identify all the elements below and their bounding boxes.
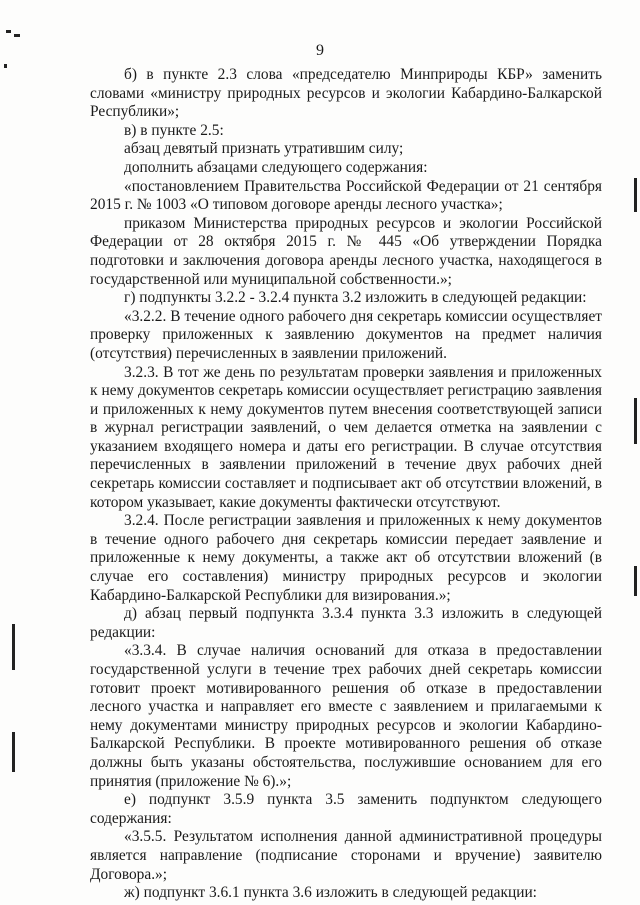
paragraph-e: е) подпункт 3.5.9 пункта 3.5 заменить подпунктом следующего содержания: (90, 791, 602, 827)
paragraph-zh: ж) подпункт 3.6.1 пункта 3.6 изложить в следующей редакции: (124, 884, 537, 902)
scan-mark-left-edge-2 (12, 732, 15, 772)
scan-mark-left (4, 64, 7, 68)
paragraph-b: б) в пункте 2.3 слова «председателю Минприроды КБР» заменить словами «министру природных ресурсов и экологии Кабардино-Балкарской Республики»; (90, 66, 602, 121)
page-number: 9 (316, 42, 324, 59)
scan-mark-right-edge (634, 178, 637, 212)
document-body (90, 66, 602, 903)
paragraph-3-2-2: «3.2.2. В течение одного рабочего дня секретарь комиссии осуществляет проверку приложенных к заявлению документов на предмет наличия (отсутствия) перечисленных в заявлении приложений. (90, 307, 602, 362)
paragraph-3-3-4: «3.3.4. В случае наличия оснований для отказа в предоставлении государственной услуги в течение трех рабочих дней секретарь комиссии готовит проект мотивированного решения об отказе в предоставлении лесного участка и направляет его вместе с заявлением и прилагаемыми к нему документами министру природных ресурсов и экологии Кабардино-Балкарской Республики. В проекте мотивированного решения об отказе должны быть указаны обстоятельства, послужившие основанием для его принятия (приложение № 6).»; (90, 642, 602, 790)
scan-mark-left-edge (12, 624, 15, 670)
paragraph-invalidate: абзац девятый признать утратившим силу; (124, 140, 404, 158)
scan-mark-top-left-2 (14, 34, 20, 37)
scan-mark-top-left (6, 30, 11, 33)
scan-mark-right-edge-3 (634, 566, 637, 596)
paragraph-d: д) абзац первый подпункта 3.3.4 пункта 3.3 изложить в следующей редакции: (90, 605, 602, 641)
paragraph-3-5-5: «3.5.5. Результатом исполнения данной административной процедуры является направление (подписание сторонами и вручение) заявителю Договора.»; (90, 828, 602, 883)
paragraph-3-2-3: 3.2.3. В тот же день по результатам проверки заявления и приложенных к нему документов секретарь комиссии осуществляет регистрацию заявления и приложенных к нему документов путем внесения соответствующей записи в журнал регистрации заявлений, о чем делается отметка на заявлении с указанием входящего номера и даты его регистрации. В случае отсутствия перечисленных в заявлении приложений в течение двух рабочих дней секретарь комиссии составляет и подписывает акт об отсутствии вложений, в котором указывает, какие документы фактически отсутствуют. (90, 363, 602, 511)
paragraph-order: приказом Министерства природных ресурсов и экологии Российской Федерации от 28 октября 2015 г. № 445 «Об утверждении Порядка подготовки и заключения договора аренды лесного участка, находящегося в государственной или муниципальной собственности.»; (90, 214, 602, 288)
paragraph-g: г) подпункты 3.2.2 - 3.2.4 пункта 3.2 изложить в следующей редакции: (124, 289, 587, 307)
paragraph-supplement: дополнить абзацами следующего содержания: (124, 158, 428, 176)
paragraph-v: в) в пункте 2.5: (124, 121, 224, 139)
paragraph-resolution: «постановлением Правительства Российской Федерации от 21 сентября 2015 г. № 1003 «О типовом договоре аренды лесного участка»; (90, 177, 602, 214)
scan-mark-right-edge-2 (634, 398, 637, 444)
paragraph-3-2-4: 3.2.4. После регистрации заявления и приложенных к нему документов в течение одного рабочего дня секретарь комиссии передает заявление и приложенные к нему документы, а также акт об отсутствии вложений (в случае его составления) министру природных ресурсов и экологии Кабардино-Балкарской Республики для визирования.»; (90, 512, 602, 604)
